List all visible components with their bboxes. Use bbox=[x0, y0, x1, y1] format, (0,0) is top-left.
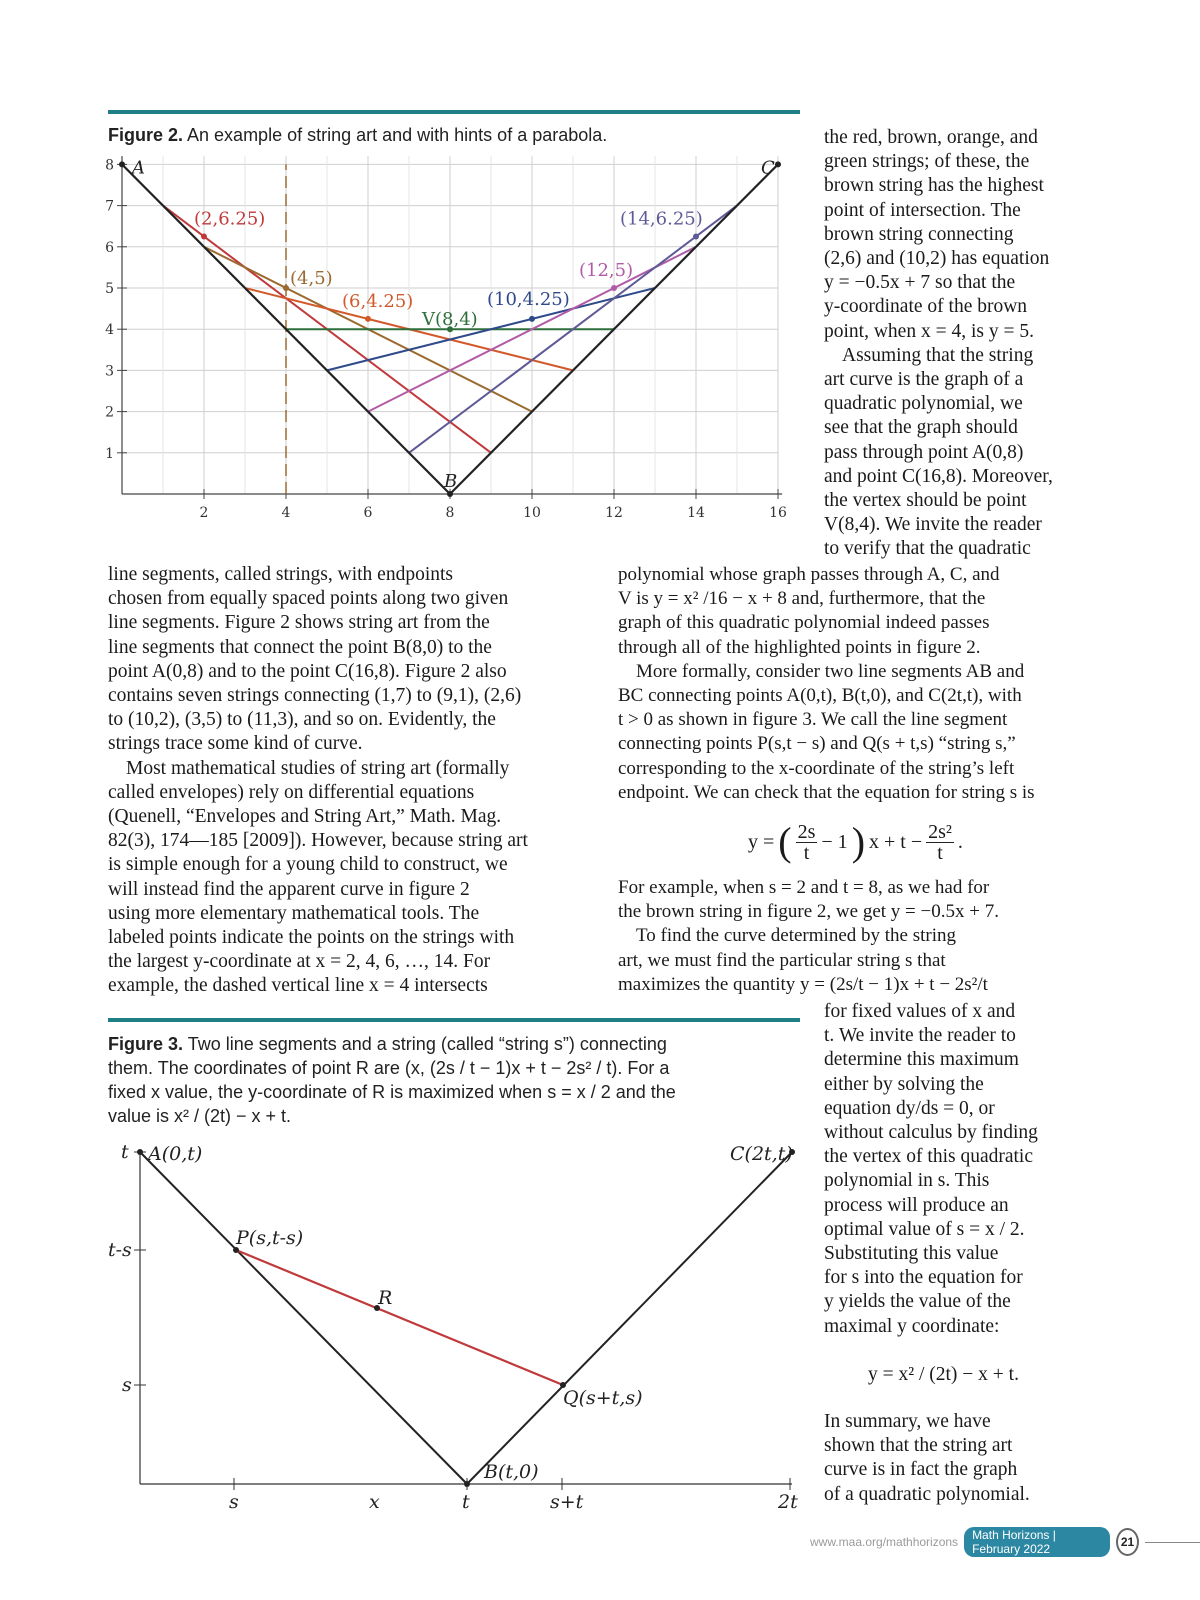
y-tick-label: 3 bbox=[105, 363, 114, 380]
y-tick-label: 4 bbox=[105, 322, 114, 339]
x-label-2t: 2t bbox=[778, 1491, 798, 1513]
caption-line: them. The coordinates of point R are (x, (2s / t − 1)x + t − 2s² / t). For a bbox=[108, 1058, 670, 1078]
text-line: maximal y coordinate: bbox=[824, 1315, 1000, 1337]
text-line: V(8,4). We invite the reader bbox=[824, 514, 1042, 536]
text-line: see that the graph should bbox=[824, 417, 1018, 439]
label-B: B(t,0) bbox=[484, 1461, 539, 1483]
point-label: (6,4.25) bbox=[342, 290, 414, 312]
text-line: chosen from equally spaced points along two given bbox=[108, 588, 509, 610]
text-line: art, we must find the particular string s that bbox=[618, 949, 946, 971]
text-line: pass through point A(0,8) bbox=[824, 441, 1024, 463]
y-tick-label: 5 bbox=[105, 281, 114, 297]
text-line: y yields the value of the bbox=[824, 1291, 1011, 1313]
y-tick-label: 7 bbox=[105, 198, 114, 215]
text-line: y-coordinate of the brown bbox=[824, 296, 1028, 318]
text-line: green strings; of these, the bbox=[824, 151, 1030, 173]
text-line: 82(3), 174—185 [2009]). However, because string art bbox=[108, 830, 528, 852]
eq-lhs: y = bbox=[748, 830, 775, 853]
text-line: (Quenell, “Envelopes and String Art,” Math. Mag. bbox=[108, 806, 502, 828]
text-line: and point C(16,8). Moreover, bbox=[824, 465, 1053, 487]
text-line: t. We invite the reader to bbox=[824, 1025, 1016, 1047]
text-line: determine this maximum bbox=[824, 1049, 1019, 1071]
eq-num1: 2s bbox=[797, 820, 816, 843]
x-tick-label: 4 bbox=[281, 505, 291, 521]
x-tick-label: 16 bbox=[769, 505, 787, 521]
text-line: Most mathematical studies of string art (formally bbox=[126, 757, 510, 779]
caption-line: fixed x value, the y-coordinate of R is maximized when s = x / 2 and the bbox=[108, 1082, 676, 1102]
label-A: A(0,t) bbox=[148, 1143, 203, 1165]
text-line: the largest y-coordinate at x = 2, 4, 6, …, 14. For bbox=[108, 951, 491, 973]
text-line: the vertex of this quadratic bbox=[824, 1146, 1034, 1168]
label-A: A bbox=[132, 157, 145, 179]
footer-line bbox=[1145, 1542, 1200, 1543]
y-label-s: s bbox=[122, 1374, 132, 1396]
x-tick-label: 10 bbox=[523, 505, 541, 521]
paren-left-icon: ( bbox=[778, 819, 792, 864]
text-line: the vertex should be point bbox=[824, 490, 1027, 512]
x-tick-label: 8 bbox=[445, 505, 455, 521]
label-B: B bbox=[444, 471, 458, 492]
text-line: Substituting this value bbox=[824, 1243, 999, 1265]
text-line: line segments, called strings, with endpoints bbox=[108, 564, 453, 585]
text-line: maximizes the quantity y = (2s/t − 1)x + t − 2s²/t bbox=[618, 973, 988, 995]
y-tick-label: 1 bbox=[105, 445, 114, 462]
eq-rest: x + t − bbox=[869, 830, 923, 853]
label-P: P(s,t-s) bbox=[236, 1227, 304, 1249]
eq-den1: t bbox=[803, 841, 810, 864]
text-line: More formally, consider two line segments AB and bbox=[636, 660, 1025, 682]
label-Q: Q(s+t,s) bbox=[563, 1387, 643, 1409]
y-tick-label: 8 bbox=[105, 157, 114, 174]
caption-text: Two line segments and a string (called “string s”) connecting bbox=[183, 1034, 667, 1054]
point-label: (2,6.25) bbox=[194, 208, 266, 230]
y-tick-label: 2 bbox=[105, 404, 114, 421]
x-label-t: t bbox=[462, 1491, 470, 1513]
text-line: using more elementary mathematical tools. The bbox=[108, 902, 480, 924]
y-tick-label: 6 bbox=[105, 239, 114, 256]
text-line: y = −0.5x + 7 so that the bbox=[824, 272, 1016, 294]
point-label: (4,5) bbox=[290, 268, 333, 289]
segment-BC bbox=[467, 1152, 792, 1484]
x-tick-label: 6 bbox=[363, 505, 373, 521]
text-line: polynomial in s. This bbox=[824, 1170, 990, 1192]
text-line: curve is in fact the graph bbox=[824, 1459, 1018, 1481]
text-line: quadratic polynomial, we bbox=[824, 393, 1023, 415]
label-C: C(2t,t) bbox=[730, 1143, 793, 1165]
text-line: brown string has the highest bbox=[824, 175, 1044, 197]
text-line: strings trace some kind of curve. bbox=[108, 733, 363, 755]
text-line: is simple enough for a young child to construct, we bbox=[108, 854, 508, 876]
point-B bbox=[464, 1481, 470, 1487]
text-line: to verify that the quadratic bbox=[824, 538, 1031, 560]
text-line: To find the curve determined by the string bbox=[636, 925, 956, 947]
text-line: art curve is the graph of a bbox=[824, 369, 1024, 391]
text-line: to (10,2), (3,5) to (11,3), and so on. Evidently, the bbox=[108, 709, 496, 731]
text-line: will instead find the apparent curve in figure 2 bbox=[108, 878, 470, 900]
text-line: shown that the string art bbox=[824, 1435, 1013, 1457]
figure2-caption-label: Figure 2. bbox=[108, 125, 184, 145]
text-line: example, the dashed vertical line x = 4 intersects bbox=[108, 975, 488, 997]
eq-den2: t bbox=[937, 841, 943, 864]
x-label-st: s+t bbox=[550, 1491, 584, 1513]
text-line: t > 0 as shown in figure 3. We call the line segment bbox=[618, 709, 1008, 731]
eq-mid: − 1 bbox=[821, 830, 848, 853]
paren-right-icon: ) bbox=[851, 819, 866, 864]
page-number: 21 bbox=[1116, 1528, 1139, 1556]
text-line: corresponding to the x-coordinate of the string’s left bbox=[618, 757, 1015, 779]
text-line: line segments that connect the point B(8,0) to the bbox=[108, 636, 492, 658]
figure3-caption-label: Figure 3. bbox=[108, 1034, 184, 1054]
text-line: polynomial whose graph passes through A, C, and bbox=[618, 564, 1000, 585]
x-tick-label: 12 bbox=[605, 505, 623, 521]
segment-AB bbox=[140, 1152, 467, 1484]
eq-num2: 2s² bbox=[928, 820, 952, 843]
x-tick-label: 2 bbox=[199, 505, 209, 521]
text-line: endpoint. We can check that the equation for string s is bbox=[618, 781, 1035, 803]
text-line: the red, brown, orange, and bbox=[824, 127, 1038, 148]
text-line: without calculus by finding bbox=[824, 1122, 1038, 1144]
text-line: process will produce an bbox=[824, 1194, 1009, 1216]
text-line: line segments. Figure 2 shows string art from the bbox=[108, 612, 490, 634]
text-line: Assuming that the string bbox=[842, 344, 1034, 366]
label-C: C bbox=[761, 157, 775, 179]
point-label: (10,4.25) bbox=[487, 288, 570, 310]
text-line: either by solving the bbox=[824, 1073, 984, 1095]
text-line: for s into the equation for bbox=[824, 1267, 1023, 1289]
eq-end: . bbox=[957, 830, 963, 853]
figure2-caption-text: An example of string art and with hints of a parabola. bbox=[183, 125, 608, 145]
text-line: In summary, we have bbox=[824, 1411, 991, 1432]
text-line: connecting points P(s,t − s) and Q(s + t,s) “string s,” bbox=[618, 733, 1016, 755]
label-R: R bbox=[378, 1287, 393, 1309]
x-label-x: x bbox=[369, 1491, 380, 1513]
point-label: (14,6.25) bbox=[620, 208, 703, 230]
caption-line: value is x² / (2t) − x + t. bbox=[108, 1106, 292, 1126]
text-line: V is y = x² /16 − x + 8 and, furthermore, that the bbox=[618, 588, 986, 610]
text-line: for fixed values of x and bbox=[824, 1001, 1016, 1022]
x-tick-label: 14 bbox=[687, 505, 705, 521]
final-equation: y = x² / (2t) − x + t. bbox=[868, 1364, 1019, 1385]
text-line: optimal value of s = x / 2. bbox=[824, 1218, 1025, 1240]
point-A bbox=[137, 1149, 143, 1155]
text-line: called envelopes) rely on differential equations bbox=[108, 781, 475, 803]
text-line: graph of this quadratic polynomial indeed passes bbox=[618, 612, 990, 634]
point-label: (12,5) bbox=[579, 260, 634, 281]
text-line: contains seven strings connecting (1,7) to (9,1), (2,6) bbox=[108, 685, 522, 707]
footer-url: www.maa.org/mathhorizons bbox=[810, 1535, 959, 1549]
text-line: point of intersection. The bbox=[824, 199, 1021, 221]
string-s bbox=[236, 1250, 563, 1385]
text-line: equation dy/ds = 0, or bbox=[824, 1097, 995, 1119]
text-line: point, when x = 4, is y = 5. bbox=[824, 320, 1034, 342]
y-label-ts: t-s bbox=[108, 1239, 132, 1261]
footer-issue: Math Horizons | February 2022 bbox=[964, 1527, 1110, 1557]
text-line: through all of the highlighted points in figure 2. bbox=[618, 636, 981, 658]
text-line: For example, when s = 2 and t = 8, as we had for bbox=[618, 877, 990, 898]
point-label: V(8,4) bbox=[422, 309, 478, 331]
text-line: labeled points indicate the points on the strings with bbox=[108, 927, 515, 949]
text-line: brown string connecting bbox=[824, 223, 1014, 245]
y-label-t: t bbox=[121, 1141, 129, 1163]
text-line: (2,6) and (10,2) has equation bbox=[824, 248, 1050, 270]
text-line: of a quadratic polynomial. bbox=[824, 1483, 1030, 1505]
x-label-s: s bbox=[229, 1491, 239, 1513]
page-footer bbox=[810, 1527, 1200, 1557]
text-line: BC connecting points A(0,t), B(t,0), and C(2t,t), with bbox=[618, 685, 1022, 707]
text-line: point A(0,8) and to the point C(16,8). Figure 2 also bbox=[108, 660, 507, 682]
text-line: the brown string in figure 2, we get y = −0.5x + 7. bbox=[618, 901, 999, 923]
